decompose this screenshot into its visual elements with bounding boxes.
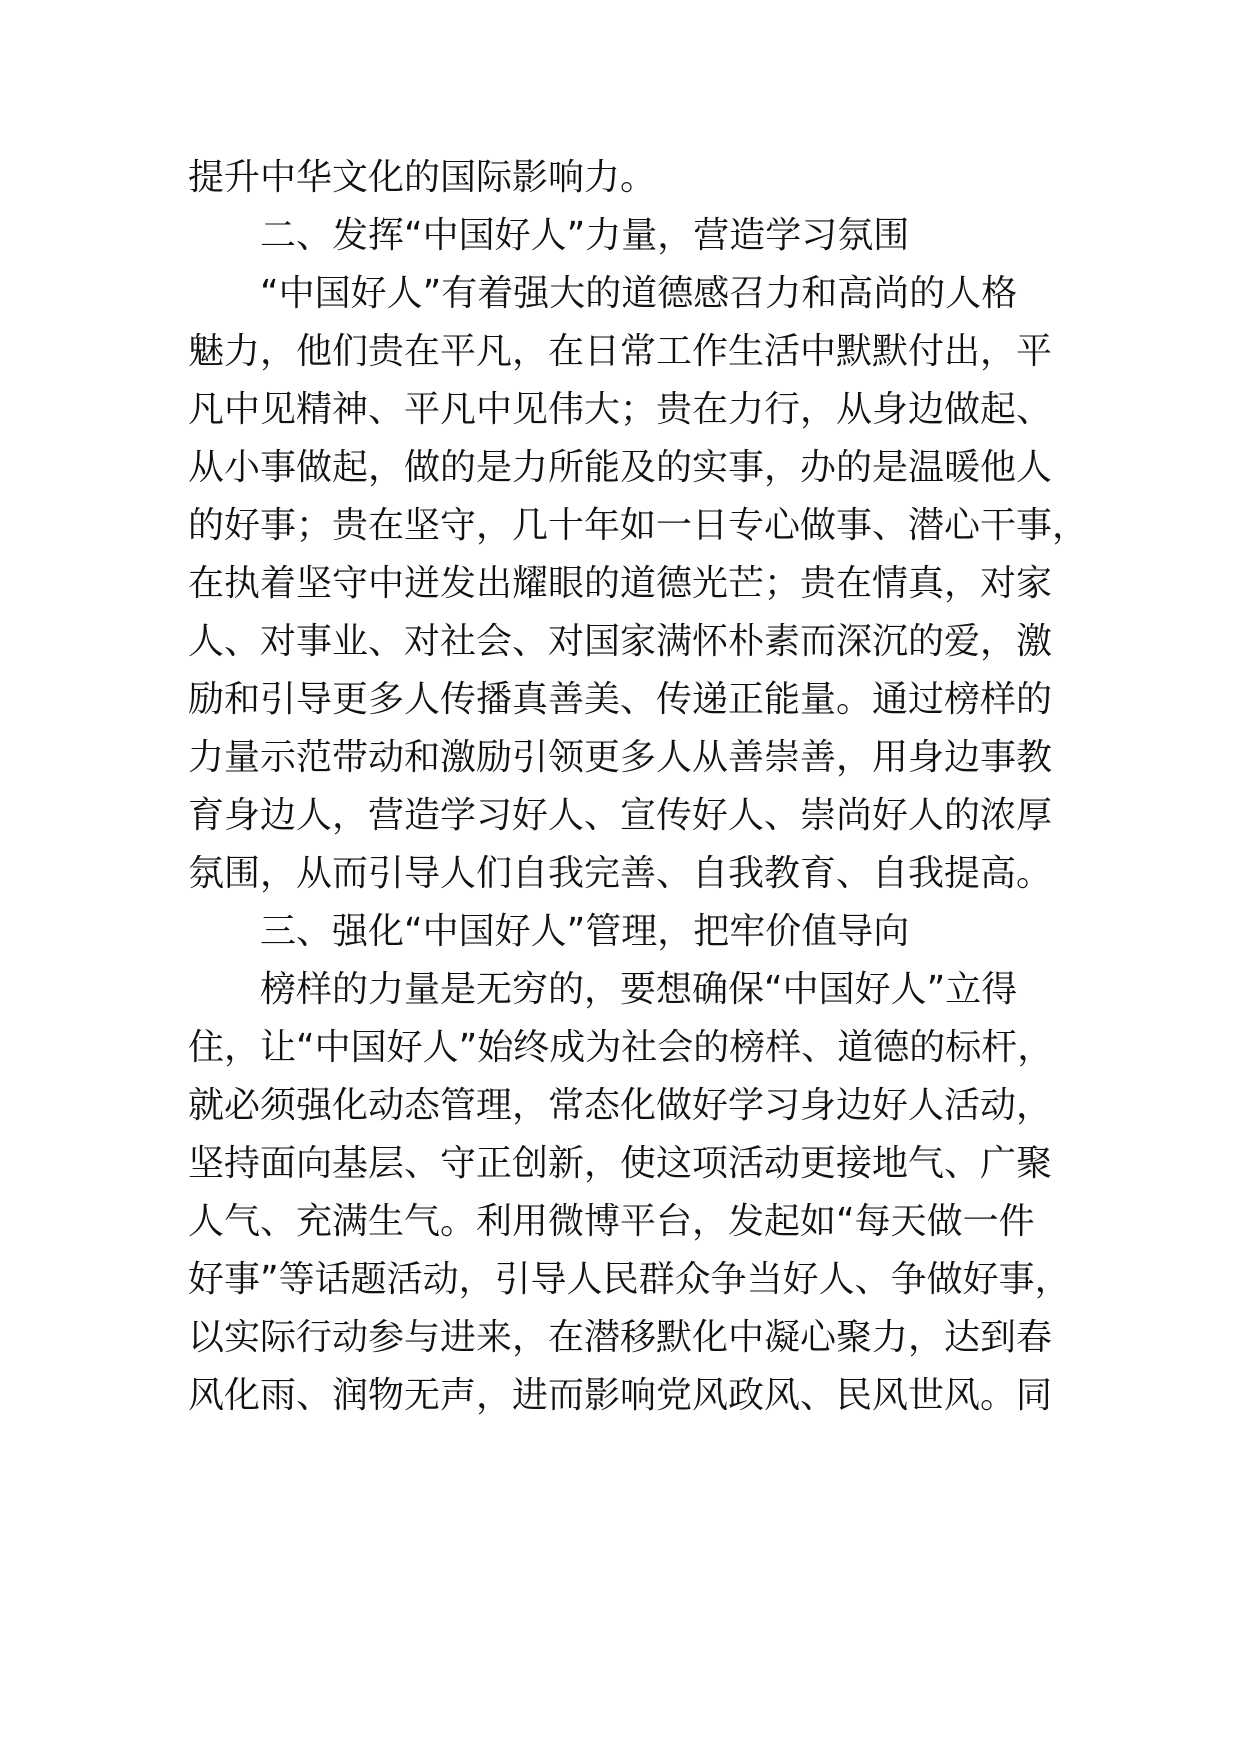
body-text-line: 励和引导更多人传播真善美、传递正能量。通过榜样的 (188, 679, 1053, 720)
section-heading: 二、发挥“中国好人”力量，营造学习氛围 (260, 215, 910, 256)
body-text-line: 育身边人，营造学习好人、宣传好人、崇尚好人的浓厚 (188, 795, 1053, 836)
body-text-line: 住，让“中国好人”始终成为社会的榜样、道德的标杆， (188, 1027, 1054, 1068)
body-text-line: 凡中见精神、平凡中见伟大；贵在力行，从身边做起、 (188, 389, 1053, 430)
section-heading: 三、强化“中国好人”管理，把牢价值导向 (260, 911, 910, 952)
body-text-line: 力量示范带动和激励引领更多人从善崇善，用身边事教 (188, 737, 1053, 778)
body-text-line: 以实际行动参与进来，在潜移默化中凝心聚力，达到春 (188, 1317, 1053, 1358)
body-text-line: 风化雨、润物无声，进而影响党风政风、民风世风。同 (188, 1375, 1053, 1416)
body-text-line: 好事”等话题活动，引导人民群众争当好人、争做好事， (188, 1259, 1071, 1300)
body-text-line: 人气、充满生气。利用微博平台，发起如“每天做一件 (188, 1201, 1035, 1242)
body-text-line: “中国好人”有着强大的道德感召力和高尚的人格 (260, 273, 1018, 314)
body-text-line: 提升中华文化的国际影响力。 (188, 157, 657, 198)
body-text-line: 就必须强化动态管理，常态化做好学习身边好人活动， (188, 1085, 1053, 1126)
body-text-line: 人、对事业、对社会、对国家满怀朴素而深沉的爱，激 (188, 621, 1053, 662)
body-text-line: 从小事做起，做的是力所能及的实事，办的是温暖他人 (188, 447, 1053, 488)
body-text-line: 在执着坚守中迸发出耀眼的道德光芒；贵在情真，对家 (188, 563, 1053, 604)
body-text-line: 的好事；贵在坚守，几十年如一日专心做事、潜心干事， (188, 505, 1089, 546)
body-text-line: 榜样的力量是无穷的，要想确保“中国好人”立得 (260, 969, 1018, 1010)
body-text-line: 氛围，从而引导人们自我完善、自我教育、自我提高。 (188, 853, 1053, 894)
body-text-line: 魅力，他们贵在平凡，在日常工作生活中默默付出，平 (188, 331, 1053, 372)
body-text-line: 坚持面向基层、守正创新，使这项活动更接地气、广聚 (188, 1143, 1053, 1184)
